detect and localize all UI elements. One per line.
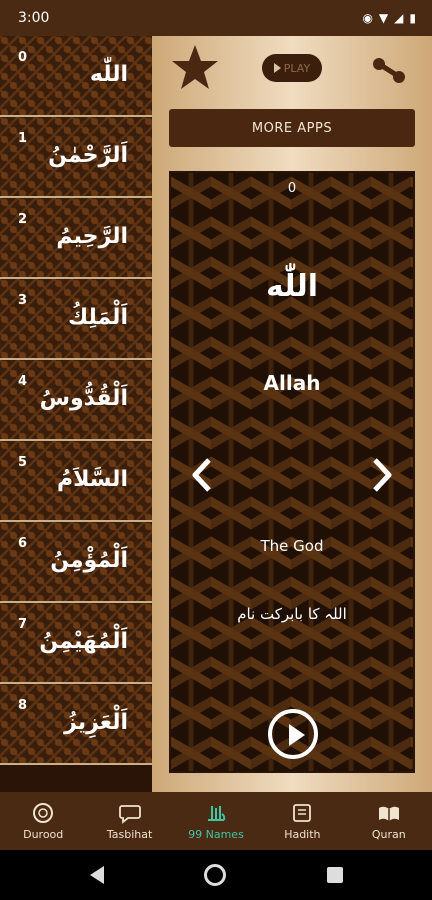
name-arabic: اَلْمَلِكُ xyxy=(67,305,128,330)
tab-label: 99 Names xyxy=(188,827,244,841)
list-item[interactable] xyxy=(0,36,152,117)
top-toolbar xyxy=(152,36,432,106)
name-arabic: اَلْقُدُّوسُ xyxy=(39,386,128,411)
tab-tasbihat[interactable] xyxy=(87,792,173,850)
name-arabic: اَلرَّحْمٰنُ xyxy=(48,143,128,168)
system-navigation-bar xyxy=(0,850,432,900)
name-number: 8 xyxy=(18,698,28,713)
list-item[interactable] xyxy=(0,198,152,279)
favorite-star-icon[interactable] xyxy=(170,44,220,90)
tab-hadith[interactable] xyxy=(259,792,345,850)
name-arabic: السَّلاَمُ xyxy=(56,467,128,492)
bottom-navigation xyxy=(0,792,432,850)
signal-icon: ◢ xyxy=(394,11,404,25)
name-arabic: اَلْمُؤْمِنُ xyxy=(50,548,128,573)
chat-bubble-icon xyxy=(118,802,142,824)
list-item[interactable] xyxy=(0,684,152,765)
battery-icon: ▮ xyxy=(409,11,416,25)
allah-calligraphy-icon xyxy=(204,802,228,824)
wifi-icon: ▼ xyxy=(378,11,389,25)
name-number: 3 xyxy=(18,293,28,308)
next-arrow-icon[interactable] xyxy=(367,457,397,493)
play-label: PLAY xyxy=(283,61,311,75)
name-detail-card xyxy=(169,171,415,773)
detail-panel xyxy=(152,36,432,792)
name-number: 1 xyxy=(18,131,28,146)
name-number: 7 xyxy=(18,617,28,632)
name-arabic: اَلْعَزِيزُ xyxy=(64,710,128,735)
list-item[interactable] xyxy=(0,522,152,603)
durood-icon xyxy=(31,802,55,824)
more-apps-button[interactable]: MORE APPS xyxy=(169,109,415,147)
status-time: 3:00 xyxy=(18,10,50,26)
tab-label: Quran xyxy=(371,827,406,841)
name-number: 0 xyxy=(18,50,28,65)
card-index: 0 xyxy=(287,181,297,196)
card-urdu-meaning: اللہ کا بابرکت نام xyxy=(237,605,347,623)
play-icon xyxy=(289,724,305,746)
home-icon[interactable] xyxy=(204,864,226,886)
name-number: 6 xyxy=(18,536,28,551)
book-icon xyxy=(290,802,314,824)
tab-label: Hadith xyxy=(284,827,321,841)
status-bar xyxy=(0,0,432,36)
eye-icon: ◉ xyxy=(362,11,373,25)
tab-label: Durood xyxy=(23,827,64,841)
play-button[interactable] xyxy=(262,54,322,82)
tab-99-names[interactable] xyxy=(173,792,259,850)
names-list[interactable] xyxy=(0,36,152,792)
play-icon xyxy=(274,63,281,73)
card-transliteration: Allah xyxy=(263,371,321,395)
open-quran-icon xyxy=(377,802,401,824)
back-icon[interactable] xyxy=(90,866,104,884)
name-arabic: اَلْمُهَيْمِنُ xyxy=(39,629,128,654)
recent-apps-icon[interactable] xyxy=(327,867,343,883)
list-item[interactable] xyxy=(0,603,152,684)
share-icon[interactable] xyxy=(372,56,406,84)
tab-durood[interactable] xyxy=(0,792,86,850)
list-item[interactable] xyxy=(0,117,152,198)
name-number: 2 xyxy=(18,212,28,227)
tab-quran[interactable] xyxy=(346,792,432,850)
name-number: 5 xyxy=(18,455,28,470)
tab-label: Tasbihat xyxy=(106,827,153,841)
status-icons xyxy=(362,11,416,25)
audio-play-button[interactable] xyxy=(268,709,318,759)
card-meaning: The God xyxy=(260,537,324,555)
card-arabic-name: اللّٰه xyxy=(266,269,318,304)
name-arabic: الرَّحِيمُ xyxy=(56,224,128,249)
list-item[interactable] xyxy=(0,279,152,360)
name-number: 4 xyxy=(18,374,28,389)
list-item[interactable] xyxy=(0,441,152,522)
list-item[interactable] xyxy=(0,360,152,441)
previous-arrow-icon[interactable] xyxy=(187,457,217,493)
name-arabic: اللّٰه xyxy=(89,62,128,87)
